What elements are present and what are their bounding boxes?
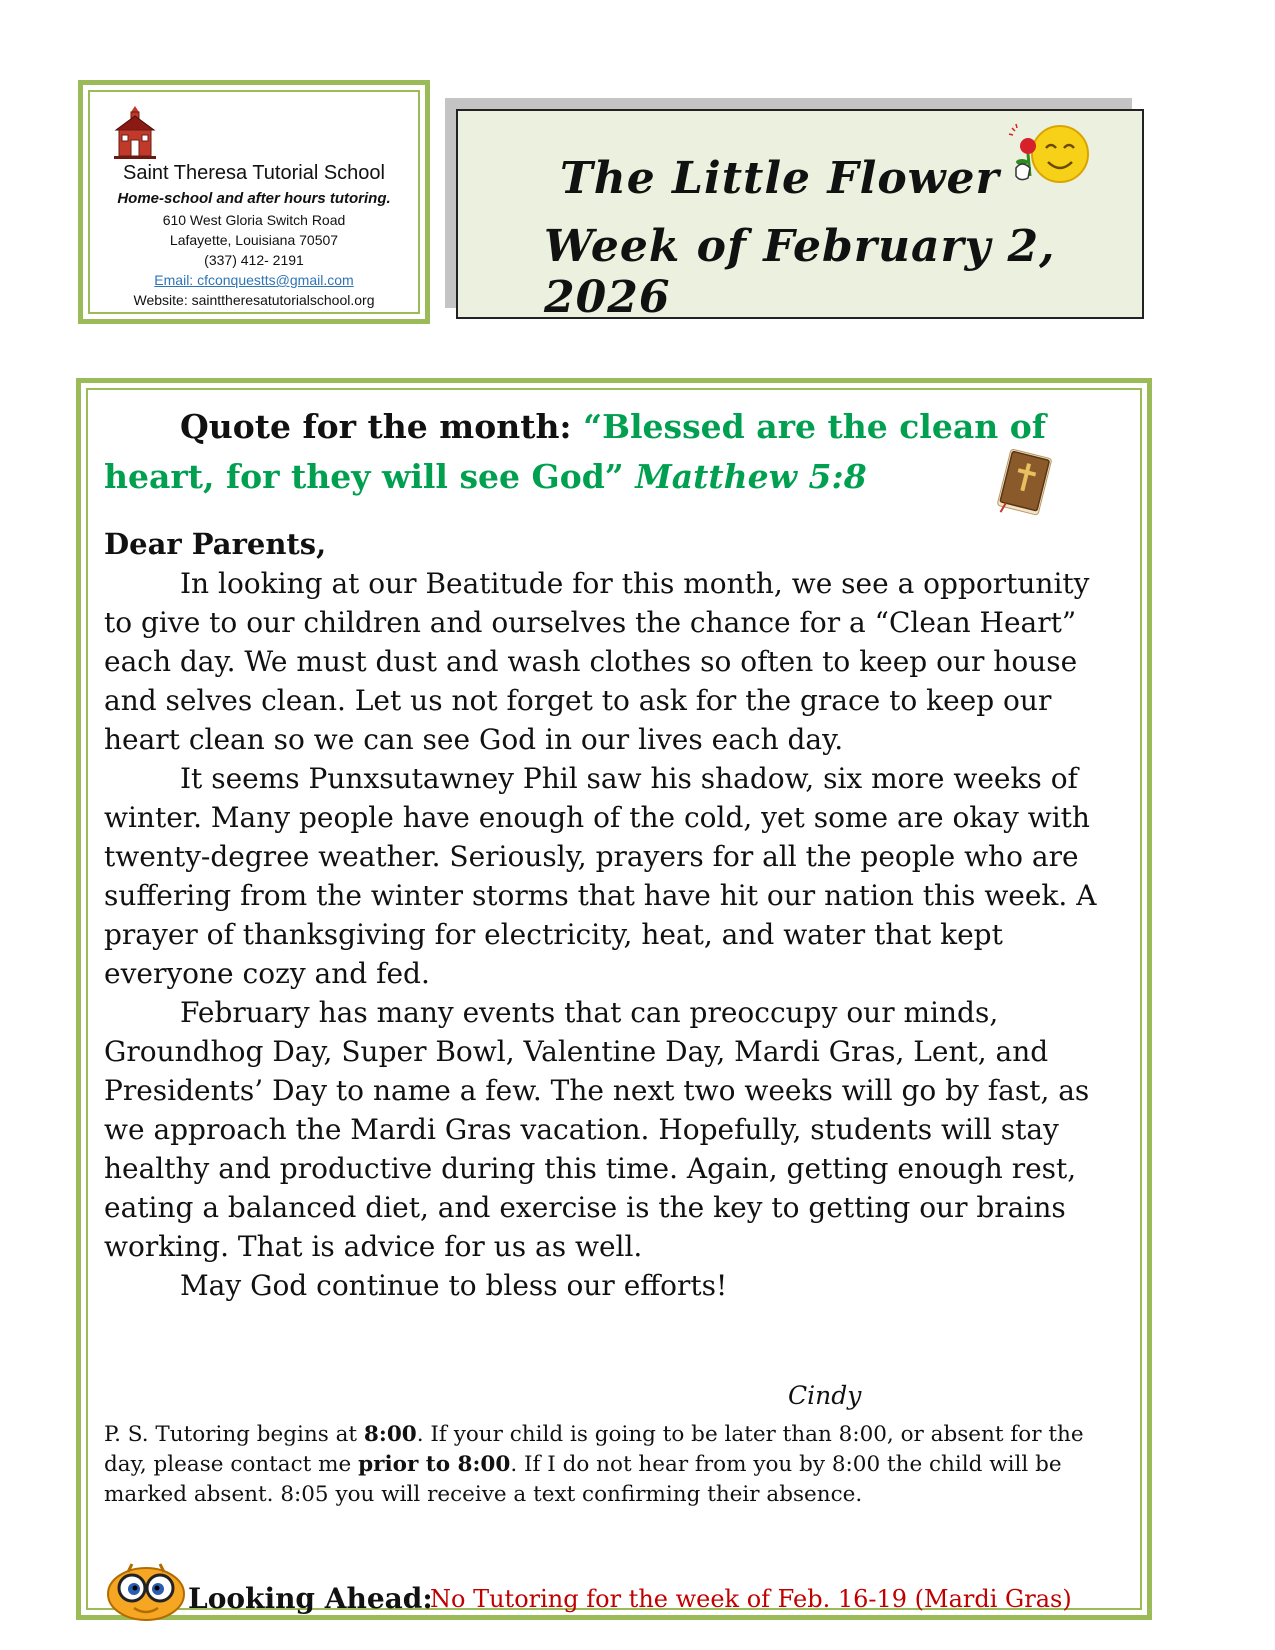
bible-icon	[993, 447, 1055, 521]
ps-text-1: P. S. Tutoring begins at	[104, 1422, 364, 1447]
contact-inner-frame	[88, 90, 420, 314]
address-line-1: 610 West Gloria Switch Road	[162, 212, 346, 228]
school-name: Saint Theresa Tutorial School	[122, 162, 385, 184]
main-inner-frame	[86, 388, 1142, 1615]
looking-ahead	[104, 1560, 1104, 1620]
owl-with-glasses-icon	[104, 1560, 188, 1622]
address-line-2: Lafayette, Louisiana 70507	[169, 232, 339, 248]
looking-ahead-label: Looking Ahead:	[188, 1582, 433, 1615]
phone-number: (337) 412- 2191	[204, 252, 304, 268]
contact-box	[78, 80, 430, 324]
smiley-with-rose-icon	[1006, 116, 1090, 196]
letter-paragraph: February has many events that can preoccupy our minds, Groundhog Day, Super Bowl, Valentine Day, Mardi Gras, Lent, and Presidents’ Day to name a few. The next two weeks will go by fast, as we approach the Mardi Gras vacation. Hopefully, students will stay healthy and productive during this time. Again, getting enough rest, eating a balanced diet, and exercise is the key to getting our brains working. That is advice for us as well.	[104, 996, 1090, 1263]
schoolhouse-icon	[112, 104, 158, 160]
main-content-box	[76, 378, 1152, 1620]
ps-text-3: . If I do not hear from you by 8:00 the child will be marked absent. 8:05 you will receive a text confirming their absence.	[104, 1452, 1062, 1507]
website-text: Website: sainttheresatutorialschool.org	[133, 292, 375, 308]
signature: Cindy	[788, 1381, 862, 1410]
quote-label: Quote for the month:	[180, 407, 584, 446]
title-banner	[456, 109, 1144, 323]
ps-time: 8:00	[363, 1422, 417, 1447]
letter-body	[104, 525, 1114, 1305]
school-tagline: Home-school and after hours tutoring.	[117, 190, 391, 207]
quote-reference: Matthew 5:8	[635, 457, 867, 496]
quote-of-month	[104, 402, 1089, 502]
newsletter-week: Week of February 2, 2026	[544, 221, 1056, 323]
postscript	[104, 1420, 1104, 1510]
letter-paragraph: It seems Punxsutawney Phil saw his shadow, six more weeks of winter. Many people have enough of the cold, yet some are okay with twenty-degree weather. Seriously, prayers for all the people who are suffering from the winter storms that have hit our nation this week. A prayer of thanksgiving for electricity, heat, and water that kept everyone cozy and fed.	[104, 762, 1097, 990]
letter-paragraph: May God continue to bless our efforts!	[180, 1269, 728, 1302]
newsletter-title: The Little Flower	[560, 153, 1000, 204]
letter-paragraph: In looking at our Beatitude for this month, we see a opportunity to give to our children and ourselves the chance for a “Clean Heart” each day. We must dust and wash clothes so often to keep our house and selves clean. Let us not forget to ask for the grace to keep our heart clean so we can see God in our lives each day.	[104, 567, 1090, 756]
ps-text-2: . If your child is going to be later than 8:00, or absent for the day, please contact me	[104, 1422, 1084, 1477]
ps-prior: prior to 8:00	[358, 1452, 511, 1477]
email-link[interactable]: Email: cfconquestts@gmail.com	[154, 272, 354, 288]
quote-text: “Blessed are the clean of heart, for they will see God”	[104, 407, 1046, 496]
letter-greeting: Dear Parents,	[104, 527, 327, 561]
looking-ahead-text: No Tutoring for the week of Feb. 16-19 (Mardi Gras)	[430, 1585, 1072, 1613]
